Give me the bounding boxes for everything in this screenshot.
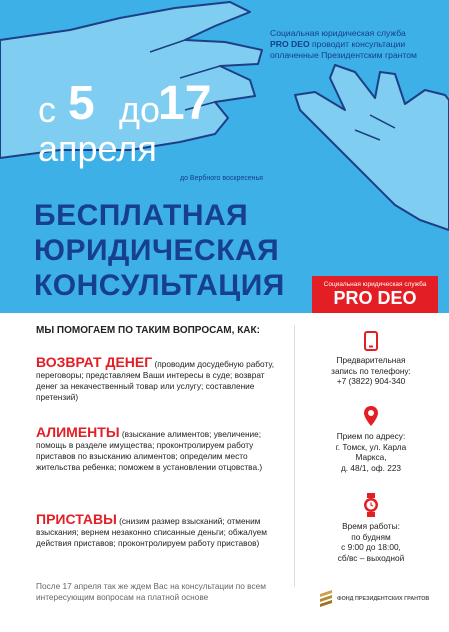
intro-line-2 — [270, 39, 442, 50]
hours-line-2: по будням — [351, 531, 391, 542]
topic-description: (взыскание алиментов; увеличение; помощь в разделе имущества; проконтролируем работу приставов по взысканию алиментов; определим место жительства ребенка; поможем в установлении отцовства.) — [36, 429, 263, 472]
headline-line-3: КОНСУЛЬТАЦИЯ — [34, 269, 285, 302]
address-line-1: Прием по адресу: — [336, 431, 406, 441]
hours-info — [306, 493, 436, 563]
topic-description: (проводим досудебную работу, переговоры; представляем Ваши интересы в суде; возврат денег за некачественный товар или услугу; составление претензий) — [36, 359, 275, 402]
badge-title: PRO DEO — [333, 288, 417, 308]
address-line-4: д. 48/1, оф. 223 — [340, 462, 402, 473]
phone-line-2: запись по телефону: — [331, 365, 411, 376]
intro-line-2-rest: проводит консультации — [309, 39, 406, 49]
presidential-grants-fund-logo — [318, 588, 442, 612]
intro-brand: PRO DEO — [270, 39, 310, 49]
footnote: После 17 апреля так же ждем Вас на консультации по всем интересующим вопросам на платной основе — [36, 581, 266, 602]
topic-title: ПРИСТАВЫ — [36, 511, 117, 527]
topic-money-refund — [36, 354, 276, 403]
headline-line-1: БЕСПЛАТНАЯ — [34, 199, 249, 232]
fund-emblem-icon — [318, 588, 334, 610]
watch-icon — [363, 493, 379, 517]
phone-number[interactable]: +7 (3822) 904-340 — [336, 376, 406, 386]
badge-subtitle: Социальная юридическая служба — [323, 281, 427, 288]
topic-title: ВОЗВРАТ ДЕНЕГ — [36, 354, 153, 370]
headline — [34, 198, 285, 303]
date-month: апреля — [38, 128, 157, 169]
phone-info — [306, 331, 436, 387]
top-banner — [0, 0, 449, 313]
intro-text — [270, 28, 442, 61]
topic-title: АЛИМЕНТЫ — [36, 424, 120, 440]
address-info — [306, 405, 436, 473]
column-divider — [294, 325, 295, 587]
headline-line-2: ЮРИДИЧЕСКАЯ — [34, 234, 280, 267]
location-pin-icon — [363, 405, 379, 427]
date-from-word: с — [38, 89, 56, 130]
pro-deo-badge — [312, 276, 438, 313]
topic-bailiffs — [36, 511, 276, 549]
details-section — [0, 313, 449, 632]
hours-line-4: сб/вс – выходной — [337, 552, 405, 563]
phone-icon — [364, 331, 378, 351]
hours-line-3: с 9:00 до 18:00, — [341, 542, 401, 552]
topic-alimony — [36, 424, 276, 473]
help-lead: МЫ ПОМОГАЕМ ПО ТАКИМ ВОПРОСАМ, КАК: — [36, 325, 260, 336]
date-note: до Вербного воскресенья — [180, 175, 263, 182]
intro-line-3: оплаченные Президентским грантом — [270, 50, 417, 60]
hours-line-1: Время работы: — [342, 521, 400, 531]
address-line-2: г. Томск, ул. Карла — [335, 441, 407, 452]
date-start-day: 5 — [68, 77, 95, 130]
date-end-day: 17 — [158, 77, 212, 130]
fund-name: ФОНД ПРЕЗИДЕНТСКИХ ГРАНТОВ — [337, 596, 430, 602]
address-line-3: Маркса, — [355, 452, 387, 462]
topic-description: (снизим размер взысканий; отменим взыскания; вернем незаконно списанные деньги; обжалуем действия приставов; проконтролируем работу приставов) — [36, 516, 267, 548]
date-to-word: до — [119, 89, 161, 130]
phone-line-1: Предварительная — [336, 355, 406, 365]
intro-line-1: Социальная юридическая служба — [270, 28, 406, 38]
